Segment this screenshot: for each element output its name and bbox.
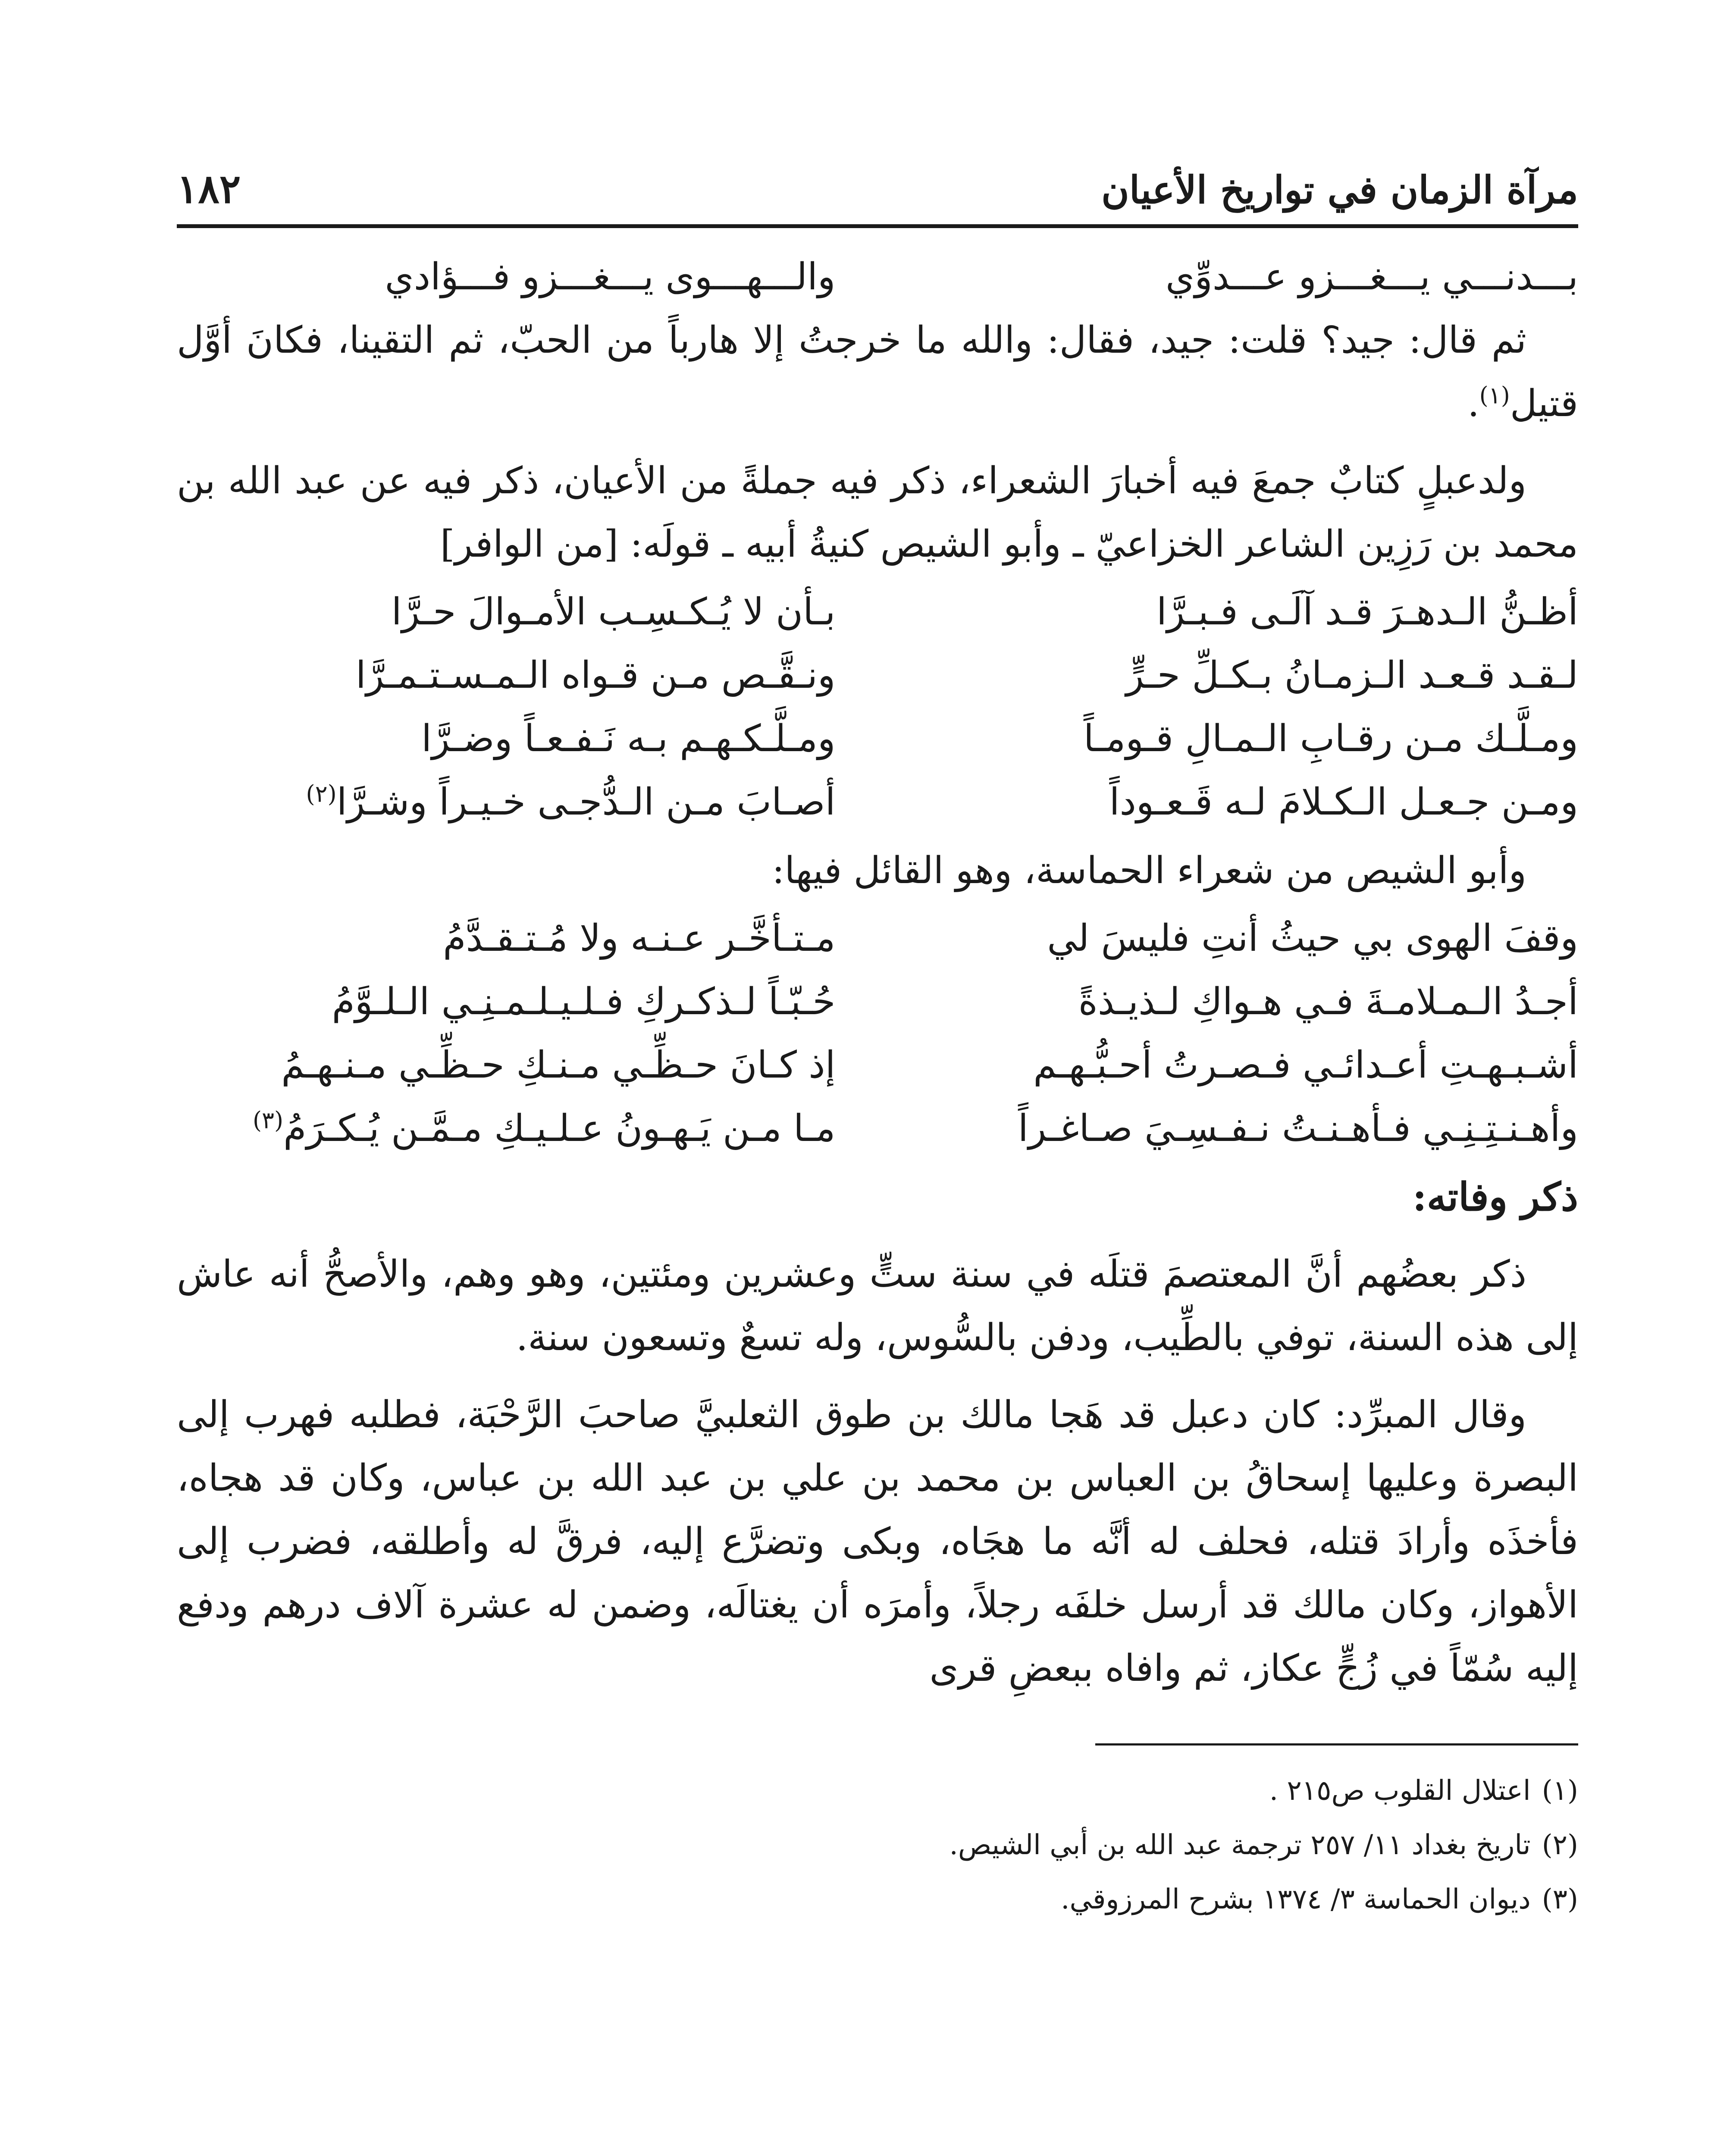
footnote-text: اعتلال القلوب ص٢١٥ . [1269, 1775, 1531, 1807]
paragraph: ثم قال: جيد؟ قلت: جيد، فقال: والله ما خرجتُ إلا هارباً من الحبّ، ثم التقينا، فكانَ أوَّل قتيل$^{(١)}$. [177, 319, 1578, 425]
verse-line [177, 771, 1578, 834]
verse-first-hemistich: لـقـد قـعـد الـزمـانُ بـكـلِّ حـرٍّ [1126, 654, 1578, 697]
paragraph: ذكر بعضُهم أنَّ المعتصمَ قتلَه في سنة ستٍّ وعشرين ومئتين، وهو وهم، والأصحُّ أنه عاش إلى هذه السنة، توفي بالطِّيب، ودفن بالسُّوس، وله تسعٌ وتسعون سنة. [177, 1253, 1578, 1359]
footnote-ref: (١) [1479, 382, 1510, 409]
verse-first-hemistich: ومـلَّـك مـن رقـابِ الـمـالِ قـومـاً [1083, 717, 1578, 760]
footnote [177, 1818, 1578, 1872]
running-title: مرآة الزمان في تواريخ الأعيان [1101, 167, 1578, 212]
verse-second-hemistich: مـتـأخَّـر عـنـه ولا مُـتـقـدَّمُ [443, 917, 836, 960]
footnote [177, 1764, 1578, 1818]
verse-line [177, 644, 1578, 707]
page-number: ١٨٢ [177, 166, 241, 212]
verse-first-hemistich: أشـبـهـتِ أعـدائـي فـصـرتُ أحـبُّـهـم [1033, 1044, 1578, 1087]
verse-line [177, 1097, 1578, 1160]
verse-line [177, 907, 1578, 970]
verse-second-hemistich: ومـلَّـكـهـم بـه نَـفـعـاً وضـرَّا [421, 717, 836, 760]
verse-first-hemistich: وقفَ الهوى بي حيثُ أنتِ فليسَ لي [1047, 917, 1578, 960]
footnote [177, 1872, 1578, 1927]
footnote-ref: (٢) [306, 780, 337, 808]
footnotes [177, 1764, 1578, 1927]
verse-second-hemistich: مـا مـن يَـهـونُ عـلـيـكِ مـمَّـن يُـكـرَمُ$^{(٣)}$ [252, 1106, 836, 1150]
footnote-number: (١) [1542, 1775, 1578, 1807]
paragraph: وأبو الشيص من شعراء الحماسة، وهو القائل فيها: [772, 849, 1526, 892]
verse-second-hemistich: ونـقَّـص مـن قـواه الـمـسـتـمـرَّا [355, 654, 836, 697]
verse-second-hemistich: والـــهـــوى يـــغـــزو فـــؤادي [385, 255, 836, 298]
verse-second-hemistich: حُـبّـاً لـذكـركِ فـلـيـلـمـنِـي الـلـوَّمُ [332, 980, 836, 1023]
book-page [177, 142, 1578, 2156]
paragraph: ولدعبلٍ كتابٌ جمعَ فيه أخبارَ الشعراء، ذكر فيه جملةً من الأعيان، ذكر فيه عن عبد الله بن محمد بن رَزِين الشاعر الخزاعيّ ـ وأبو الشيص كنيةُ أبيه ـ قولَه: [من الوافر] [177, 459, 1578, 566]
verse-first-hemistich: بـــدنـــي يـــغـــزو عـــدوِّي [1165, 255, 1578, 298]
footnote-divider [1095, 1743, 1578, 1745]
verse-first-hemistich: ومـن جـعـل الـكـلامَ لـه قَـعـوداً [1109, 780, 1578, 824]
verse-first-hemistich: أظـنُّ الـدهـرَ قـد آلَـى فـبـرَّا [1156, 590, 1578, 633]
verse-line [177, 245, 1578, 309]
verse-second-hemistich: بـأن لا يُـكـسِـب الأمـوالَ حـرَّا [391, 590, 836, 633]
verse-line [177, 1034, 1578, 1097]
verse-second-hemistich: إذ كـانَ حـظِّـي مـنـكِ حـظِّـي مـنـهـمُ [281, 1044, 836, 1087]
footnote-number: (٣) [1542, 1883, 1578, 1915]
poem [177, 907, 1578, 1160]
page-body [177, 245, 1578, 1927]
footnote-ref: (٣) [252, 1106, 284, 1134]
verse-line [177, 580, 1578, 644]
verse-line [177, 707, 1578, 771]
poem [177, 580, 1578, 834]
footnote-text: ديوان الحماسة ٣/ ١٣٧٤ بشرح المرزوقي. [1061, 1883, 1531, 1915]
footnote-number: (٢) [1542, 1829, 1578, 1861]
verse-line [177, 970, 1578, 1034]
section-heading: ذكر وفاته: [1412, 1174, 1578, 1220]
footnote-text: تاريخ بغداد ١١/ ٢٥٧ ترجمة عبد الله بن أبي الشيص. [949, 1829, 1531, 1861]
verse-first-hemistich: أجـدُ الـمـلامـةَ فـي هـواكِ لـذيـذةً [1078, 980, 1578, 1023]
paragraph: وقال المبرِّد: كان دعبل قد هَجا مالك بن طوق الثعلبيَّ صاحبَ الرَّحْبَة، فطلبه فهرب إلى البصرة وعليها إسحاقُ بن العباس بن محمد بن علي بن عبد الله بن عباس، وكان قد هجاه، فأخذَه وأرادَ قتله، فحلف له أنَّه ما هجَاه، وبكى وتضرَّع إليه، فرقَّ له وأطلقه، فضرب إلى الأهواز، وكان مالك قد أرسل خلفَه رجلاً، وأمرَه أن يغتالَه، وضمن له عشرة آلاف درهم ودفع إليه سُمّاً في زُجٍّ عكاز، ثم وافاه ببعضِ قرى [177, 1393, 1578, 1690]
verse-first-hemistich: وأهـنـتِـنِـي فـأهـنـتُ نـفـسِـيَ صـاغـراً [1018, 1107, 1578, 1150]
verse-second-hemistich: أصـابَ مـن الـدُّجـى خـيـراً وشـرَّا$^{(٢)}$ [306, 780, 836, 824]
page-header [177, 142, 1578, 228]
